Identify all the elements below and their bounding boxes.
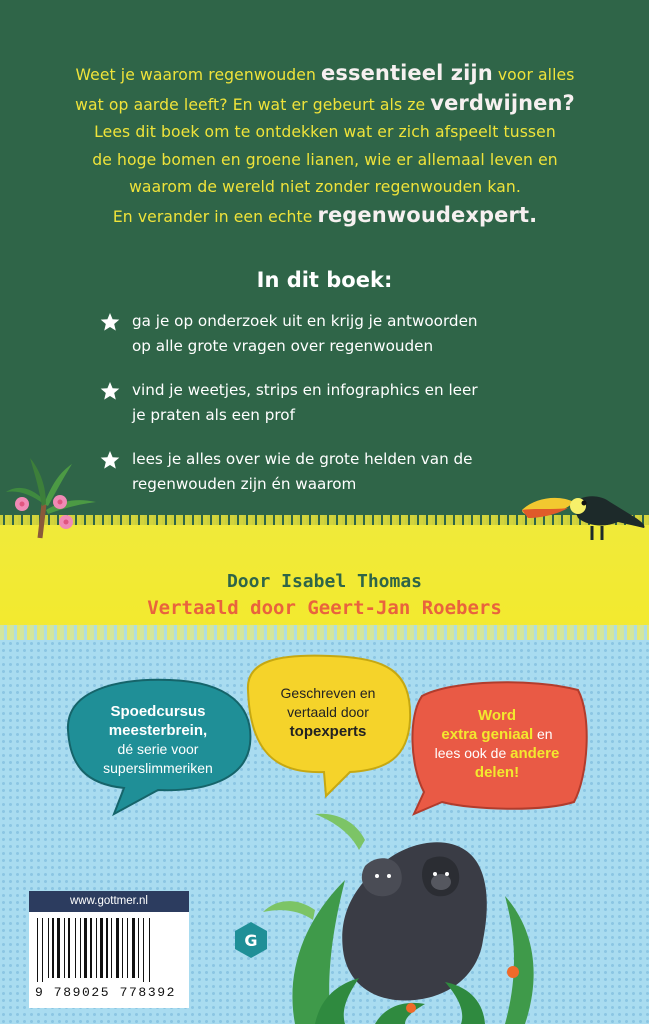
intro-line-1 [40,60,610,90]
barcode-bar [106,918,108,978]
barcode-bar [127,918,128,978]
bubble-line-strong: delen! [474,764,520,781]
intro-text [40,60,610,231]
barcode-bar [80,918,81,978]
barcode-bar [64,918,65,978]
barcode-bar [149,918,150,982]
toucan-icon [508,488,648,548]
intro-text-segment: voor alles [492,66,575,84]
publisher-logo-letter: G [244,931,258,950]
barcode [29,912,189,1008]
intro-line-2 [40,90,610,120]
list-item-line: op alle grote vragen over regenwouden [132,337,434,355]
barcode-bar [68,918,70,978]
intro-text-segment: Weet je waarom regenwouden [75,66,322,84]
intro-line-5: waarom de wereld niet zonder regenwouden kan. [129,178,521,196]
barcode-bar [138,918,139,978]
feature-list [100,309,580,516]
barcode-bar [100,918,103,978]
bubble-line: Geschreven en [280,685,376,701]
publisher-logo-icon [231,920,271,960]
barcode-bar [37,918,38,982]
barcode-bar [96,918,97,978]
barcode-bar [48,918,49,978]
bubble-text-segment: lees ook de [434,745,511,761]
publisher-url: www.gottmer.nl [29,891,189,912]
highlight-verdwijnen: verdwijnen? [430,90,575,115]
bubble-text-segment: en [533,726,553,742]
highlight-essentieel: essentieel zijn [321,61,493,85]
experts-bubble [240,650,416,800]
intro-line-3: Lees dit boek om te ontdekken wat er zich afspeelt tussen [94,123,556,141]
gorilla-icon [255,800,565,1024]
list-item-line: ga je op onderzoek uit en krijg je antwoorden [132,312,478,330]
bubble-line-strong: topexperts [289,723,367,740]
section-title: In dit boek: [256,268,393,292]
isbn-number: 9 789025 778392 [35,985,177,1000]
list-item-line: lees je alles over wie de grote helden van de [132,450,473,468]
list-item [100,378,580,428]
bubble-line: vertaald door [287,704,369,720]
barcode-bar [75,918,76,978]
barcode-bar [84,918,87,978]
bubble-line [402,725,592,744]
barcode-bar [42,918,43,982]
author-line: Door Isabel Thomas [226,571,423,592]
intro-line-4: de hoge bomen en groene lianen, wie er allemaal leven en [92,150,558,169]
barcode-bar [116,918,119,978]
highlight-regenwoudexpert: regenwoudexpert. [317,202,538,227]
barcode-bar [132,918,135,978]
intro-line-6 [40,202,610,232]
barcode-bar [52,918,54,978]
star-icon [100,312,120,332]
bubble-line: superslimmeriken [103,760,213,776]
barcode-bar [90,918,92,978]
bubble-line-strong: Spoedcursus [110,703,206,720]
barcode-icon [35,918,183,982]
list-item-line: vind je weetjes, strips en infographics en leer [132,381,478,399]
translator-line: Vertaald door Geert-Jan Roebers [147,597,502,619]
barcode-bar [111,918,112,978]
star-icon [100,381,120,401]
list-item-line: regenwouden zijn én waarom [132,475,357,493]
bubble-line-strong: meesterbrein, [108,722,208,739]
bubble-line [402,744,592,763]
intro-text-segment: wat op aarde leeft? En wat er gebeurt als ze [75,95,431,114]
bubble-highlight: extra geniaal [441,726,534,743]
bubble-line: dé serie voor [117,741,199,757]
intro-text-segment: En verander in een echte [112,207,318,226]
barcode-bar [57,918,60,978]
list-item-line: je praten als een prof [132,406,295,424]
barcode-bar [143,918,144,982]
bubble-line-strong: Word [477,707,517,724]
series-bubble [58,670,258,820]
barcode-bar [122,918,123,978]
flower-plant-icon [0,454,110,540]
bubble-highlight: andere [510,745,560,762]
list-item [100,309,580,359]
